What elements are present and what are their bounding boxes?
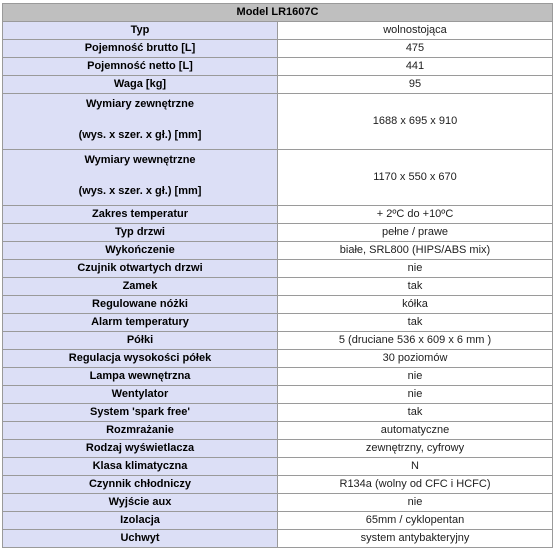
spec-row [3, 224, 553, 242]
spec-row [3, 350, 553, 368]
spec-row [3, 40, 553, 58]
spec-value: nie [278, 386, 553, 404]
spec-label-line2: (wys. x szer. x gł.) [mm] [78, 129, 202, 141]
spec-value: tak [278, 278, 553, 296]
spec-row [3, 530, 553, 548]
spec-value: nie [278, 260, 553, 278]
spec-value: nie [278, 368, 553, 386]
spec-label: Półki [3, 332, 278, 350]
spec-label [3, 150, 278, 206]
spec-row [3, 386, 553, 404]
spec-label: Czynnik chłodniczy [3, 476, 278, 494]
spec-label: Typ [3, 22, 278, 40]
spec-value: pełne / prawe [278, 224, 553, 242]
spec-value: + 2ºC do +10ºC [278, 206, 553, 224]
spec-row [3, 440, 553, 458]
spec-label: Zakres temperatur [3, 206, 278, 224]
spec-label: Waga [kg] [3, 76, 278, 94]
spec-label: Wentylator [3, 386, 278, 404]
spec-value: 1688 x 695 x 910 [278, 94, 553, 150]
spec-row [3, 332, 553, 350]
spec-label-line2: (wys. x szer. x gł.) [mm] [78, 185, 202, 197]
spec-label [3, 94, 278, 150]
spec-row [3, 512, 553, 530]
spec-row [3, 296, 553, 314]
spec-row [3, 150, 553, 206]
spec-value: 441 [278, 58, 553, 76]
spec-row [3, 242, 553, 260]
spec-label: System 'spark free' [3, 404, 278, 422]
spec-value: N [278, 458, 553, 476]
spec-row [3, 76, 553, 94]
spec-label: Regulacja wysokości półek [3, 350, 278, 368]
spec-label: Uchwyt [3, 530, 278, 548]
spec-value: zewnętrzny, cyfrowy [278, 440, 553, 458]
spec-value: 1170 x 550 x 670 [278, 150, 553, 206]
spec-row [3, 206, 553, 224]
spec-table [2, 3, 553, 548]
spec-label: Typ drzwi [3, 224, 278, 242]
spec-value: tak [278, 314, 553, 332]
spec-label: Lampa wewnętrzna [3, 368, 278, 386]
spec-body [3, 22, 553, 548]
spec-title-row [3, 4, 553, 22]
spec-row [3, 58, 553, 76]
spec-row [3, 278, 553, 296]
spec-value: 30 poziomów [278, 350, 553, 368]
spec-value: białe, SRL800 (HIPS/ABS mix) [278, 242, 553, 260]
spec-label: Izolacja [3, 512, 278, 530]
spec-value: 65mm / cyklopentan [278, 512, 553, 530]
spec-label: Rodzaj wyświetlacza [3, 440, 278, 458]
spec-value: 5 (druciane 536 x 609 x 6 mm ) [278, 332, 553, 350]
spec-label: Regulowane nóżki [3, 296, 278, 314]
spec-label-line1: Wymiary wewnętrzne [84, 154, 196, 166]
spec-row [3, 368, 553, 386]
spec-value: tak [278, 404, 553, 422]
spec-value: automatyczne [278, 422, 553, 440]
spec-label: Pojemność netto [L] [3, 58, 278, 76]
spec-label: Pojemność brutto [L] [3, 40, 278, 58]
spec-value: 475 [278, 40, 553, 58]
spec-label: Zamek [3, 278, 278, 296]
spec-value: nie [278, 494, 553, 512]
spec-value: kółka [278, 296, 553, 314]
spec-value: wolnostojąca [278, 22, 553, 40]
spec-row [3, 422, 553, 440]
spec-value: system antybakteryjny [278, 530, 553, 548]
spec-label: Alarm temperatury [3, 314, 278, 332]
spec-value: 95 [278, 76, 553, 94]
spec-title: Model LR1607C [3, 4, 553, 22]
spec-row [3, 314, 553, 332]
spec-row [3, 476, 553, 494]
spec-label: Klasa klimatyczna [3, 458, 278, 476]
spec-row [3, 94, 553, 150]
spec-row [3, 22, 553, 40]
spec-value: R134a (wolny od CFC i HCFC) [278, 476, 553, 494]
spec-label-line1: Wymiary zewnętrzne [85, 98, 194, 110]
spec-row [3, 404, 553, 422]
spec-row [3, 458, 553, 476]
spec-label: Wyjście aux [3, 494, 278, 512]
spec-label: Czujnik otwartych drzwi [3, 260, 278, 278]
spec-row [3, 260, 553, 278]
spec-label: Rozmrażanie [3, 422, 278, 440]
spec-row [3, 494, 553, 512]
spec-label: Wykończenie [3, 242, 278, 260]
